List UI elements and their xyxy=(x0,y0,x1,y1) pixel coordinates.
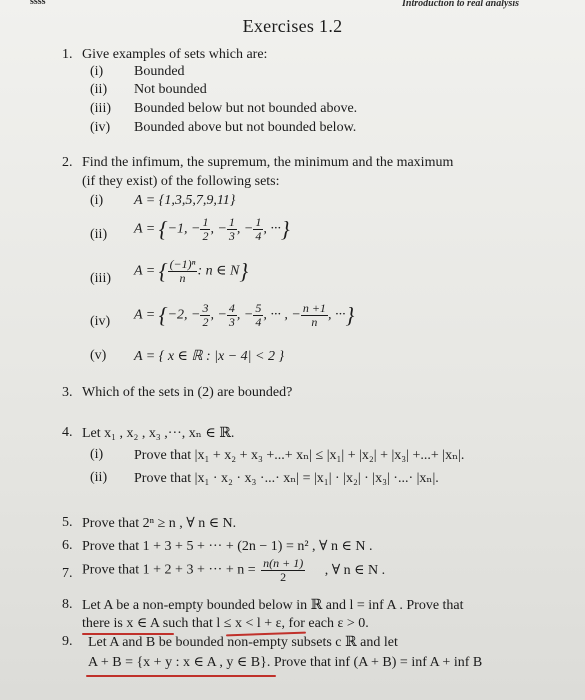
q2-iii-label: (iii) xyxy=(90,271,111,286)
q1-item-4-label: (iv) xyxy=(90,120,111,135)
q8-line1: Let A be a non-empty bounded below in ℝ and l = inf A . Prove that xyxy=(82,598,464,613)
q2-iii-set: A = { $\frac{\text{(−1)ⁿ}}{n}$ : n ∈ N} xyxy=(134,257,249,285)
q1-item-3-label: (iii) xyxy=(90,101,111,116)
q2-prompt-line2: (if they exist) of the following sets: xyxy=(82,174,280,189)
q4-ii-label: (ii) xyxy=(90,470,108,485)
q1-item-4-text: Bounded above but not bounded below. xyxy=(134,120,357,135)
q6-text: Prove that 1 + 3 + 5 + ··· + (2n − 1) = n² , ∀ n ∈ N . xyxy=(82,539,373,554)
q2-ii-label: (ii) xyxy=(90,227,108,242)
running-header xyxy=(0,0,585,10)
q4-number: 4. xyxy=(62,425,73,440)
q5-text: Prove that 2ⁿ ≥ n , ∀ n ∈ N. xyxy=(82,516,237,531)
q3-number: 3. xyxy=(62,385,73,400)
q2-i-label: (i) xyxy=(90,193,104,208)
q2-v-set: A = { x ∈ ℝ : |x − 4| < 2 } xyxy=(134,349,285,364)
q2-v-label: (v) xyxy=(90,348,107,363)
q4-ii-text: Prove that |x₁ · x₂ · x₃ ·...· xₙ| = |x₁| · |x₂| · |x₃| ·...· |xₙ|. xyxy=(134,471,439,486)
header-left: ssss xyxy=(30,0,46,7)
q2-prompt-line1: Find the infimum, the supremum, the minimum and the maximum xyxy=(82,155,454,170)
q9-line1: Let A and B be bounded non-empty subsets c ℝ and let xyxy=(88,635,398,650)
q1-item-2-label: (ii) xyxy=(90,82,108,97)
q4-text: Let x₁ , x₂ , x₃ ,···, xₙ ∈ ℝ. xyxy=(82,426,235,441)
q1-item-1-label: (i) xyxy=(90,64,104,79)
header-right: Introduction to real analysis xyxy=(402,0,519,9)
q4-i-label: (i) xyxy=(90,447,104,462)
q7-number: 7. xyxy=(62,566,73,581)
q7-text: Prove that 1 + 2 + 3 + ··· + n = $\frac{n(n + 1)}{2}$ , ∀ n ∈ N . xyxy=(82,556,386,584)
q2-number: 2. xyxy=(62,155,73,170)
pen-underline-3 xyxy=(86,675,276,677)
q3-text: Which of the sets in (2) are bounded? xyxy=(82,385,293,400)
q1-number: 1. xyxy=(62,47,73,62)
q9-line2: A + B = {x + y : x ∈ A , y ∈ B}. Prove that inf (A + B) = inf A + inf B xyxy=(88,655,483,670)
q2-iv-label: (iv) xyxy=(90,314,111,329)
page-title: Exercises 1.2 xyxy=(242,16,343,36)
q2-i-set: A = {1,3,5,7,9,11} xyxy=(134,193,236,208)
q1-item-3-text: Bounded below but not bounded above. xyxy=(134,101,358,116)
q8-number: 8. xyxy=(62,597,73,612)
q1-prompt: Give examples of sets which are: xyxy=(82,47,268,62)
q6-number: 6. xyxy=(62,538,73,553)
q2-iv-set: A = {−2, − $\frac{3}{2}$ , − $\frac{4}{3}$ , − $\frac{5}{4}$ , ··· , − $\frac{n +1}{n}$ , ···} xyxy=(134,301,355,329)
q1-item-1-text: Bounded xyxy=(134,64,185,79)
q2-ii-set: A = {−1, − $\frac{1}{2}$ , − $\frac{1}{3}$ , − $\frac{1}{4}$ , ···} xyxy=(134,215,290,243)
q8-line2: there is x ∈ A such that l ≤ x < l + ε, for each ε > 0. xyxy=(82,616,369,631)
q1-item-2-text: Not bounded xyxy=(134,82,207,97)
q5-number: 5. xyxy=(62,515,73,530)
q4-i-text: Prove that |x₁ + x₂ + x₃ +...+ xₙ| ≤ |x₁| + |x₂| + |x₃| +...+ |xₙ|. xyxy=(134,448,465,463)
q9-number: 9. xyxy=(62,634,73,649)
